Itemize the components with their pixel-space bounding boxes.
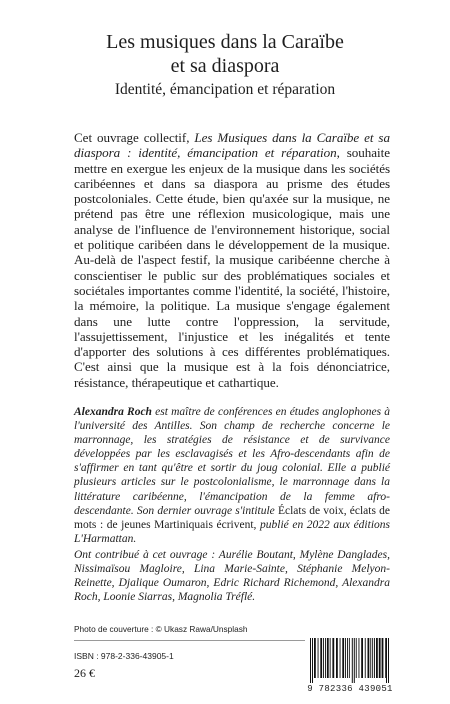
summary-intro: Cet ouvrage collectif, [74, 130, 195, 145]
summary-book-title: Les Musiques dans la Caraïbe et sa diaspora : identité, émancipation et réparation [74, 130, 390, 161]
summary-paragraph [74, 130, 390, 390]
author-bio [74, 405, 390, 546]
author-bio-text-2: , publié en 2022 aux éditions L'Harmattan. [74, 518, 390, 545]
barcode-digits: 9 782336 439051 [307, 684, 393, 694]
book-title-line-1: Les musiques dans la Caraïbe [106, 31, 344, 53]
photo-credit: Photo de couverture : © Ukasz Rawa/Unsplash [74, 624, 248, 634]
book-title [0, 30, 450, 78]
author-bio-text-1: est maître de conférences en études anglophones à l'université des Antilles. Son champ de recherche concerne le marronnage, les stratégies de résistance et de survivance développées par les esclavagisés et les Afro-descendants afin de s'affirmer en tant qu'être et sortir du joug colonial. Elle a publié plusieurs articles sur le postcolonialisme, le marronnage dans la littérature caribéenne, l'émancipation de la femme afro-descendante. Son dernier ouvrage s'intitule [74, 406, 390, 517]
contributors-list: Ont contribué à cet ouvrage : Aurélie Boutant, Mylène Danglades, Nissimaïsou Magloire, Lina Marie-Sainte, Stéphanie Melyon-Reinette, Djalique Oumaron, Edric Richard Richemond, Alexandra Roch, Loonie Siarras, Magnolia Tréflé. [74, 549, 390, 604]
book-title-line-2: et sa diaspora [170, 55, 280, 77]
author-name: Alexandra Roch [74, 406, 152, 418]
summary-body: , souhaite mettre en exergue les enjeux de la musique dans les sociétés caribéennes et dans sa diaspora au prisme des études postcoloniales. Cette étude, bien qu'axée sur la musique, ne prétend pas être une réflexion musicologique, mais une analyse de l'influence de l'environnement historique, social et politique caribéen dans le développement de la musique. Au-delà de l'aspect festif, la musique caribéenne cherche à conscientiser le public sur des problématiques sociales et sociétales importantes comme l'identité, la société, l'histoire, la mémoire, la politique. La musique s'engage également dans une lutte contre l'oppression, la servitude, l'assujettissement, l'injustice et les inégalités et tente d'apporter des solutions à ces différentes problématiques. C'est ainsi que la musique est à la fois dénonciatrice, résistance, thérapeutique et cathartique. [74, 145, 390, 390]
book-subtitle: Identité, émancipation et réparation [114, 81, 336, 98]
barcode-icon [305, 638, 395, 683]
barcode [305, 638, 395, 694]
price: 26 € [74, 666, 95, 680]
isbn: ISBN : 978-2-336-43905-1 [74, 651, 174, 661]
author-last-book: Éclats de voix, éclats de mots : de jeunes Martiniquais écrivent [74, 504, 391, 531]
